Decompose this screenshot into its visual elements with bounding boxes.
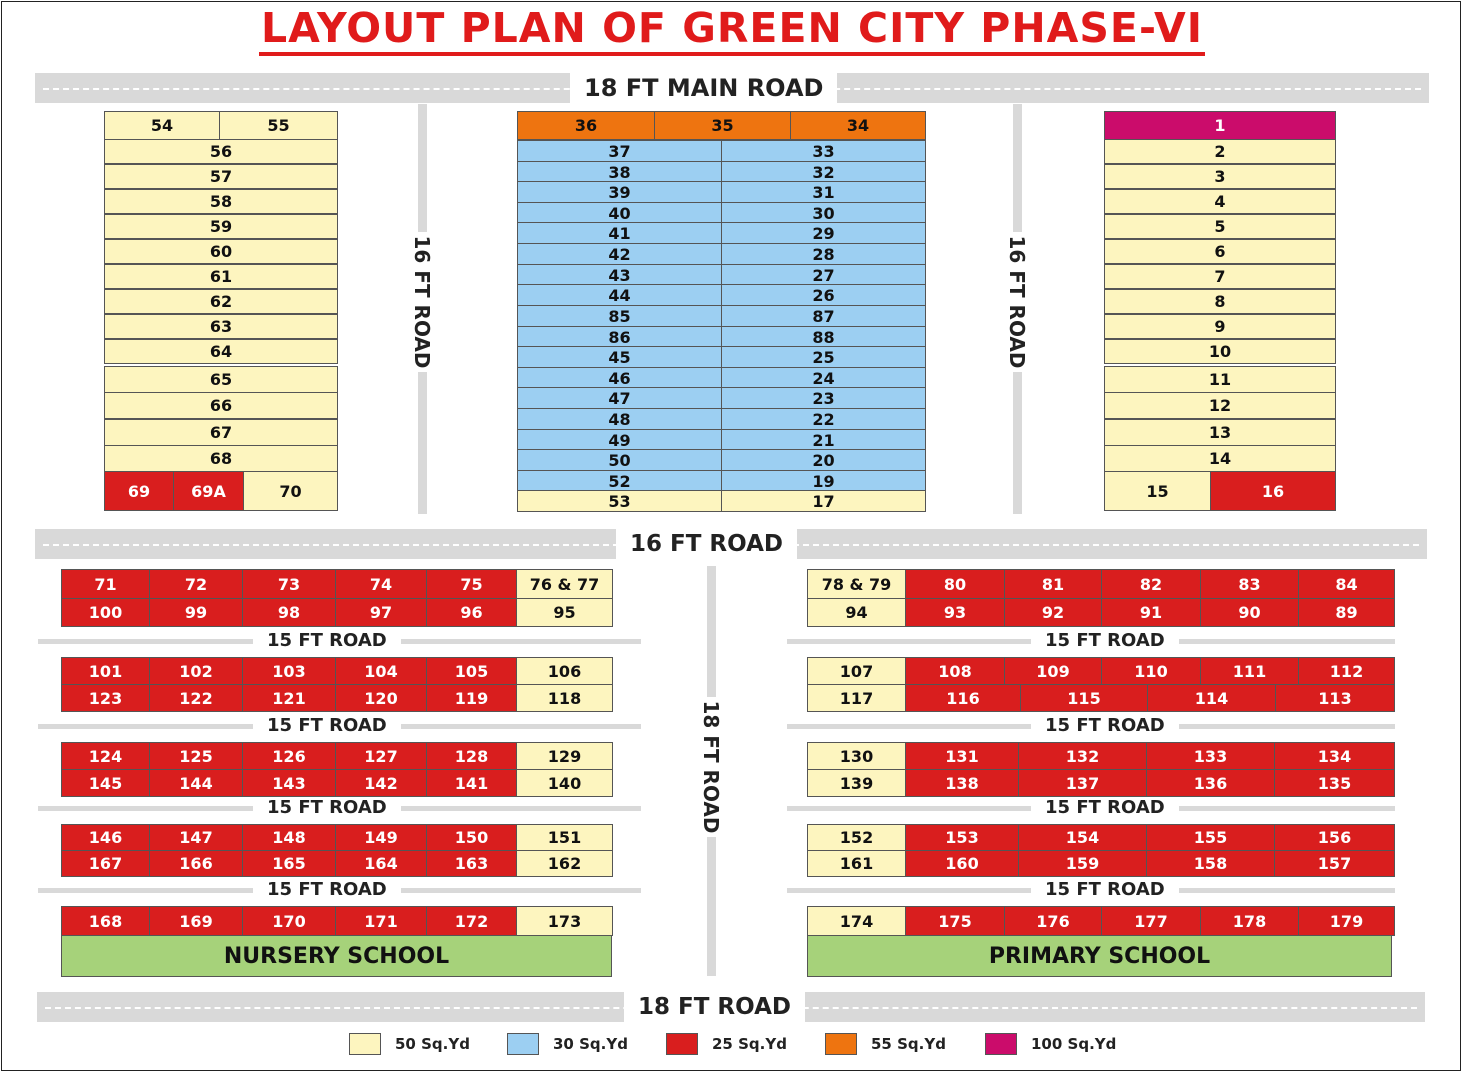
plot: 147	[149, 824, 243, 851]
plot: 104	[335, 657, 427, 685]
plot: 92	[1004, 598, 1102, 627]
plot: 160	[905, 850, 1019, 877]
plot: 25	[721, 346, 926, 368]
plot: 34	[790, 111, 926, 140]
plot: 39	[517, 181, 722, 203]
plot: 74	[335, 569, 427, 599]
plot: 151	[516, 824, 613, 851]
plot: 68	[104, 445, 338, 472]
plot: 145	[61, 769, 150, 797]
plot: 150	[426, 824, 517, 851]
plot: 44	[517, 284, 722, 306]
plot: 163	[426, 850, 517, 877]
plot: 42	[517, 243, 722, 265]
plot: 80	[905, 569, 1005, 599]
lane-road-label: 15 FT ROAD	[1031, 716, 1179, 736]
plot: 8	[1104, 289, 1336, 314]
plot: 56	[104, 139, 338, 164]
nursery-school: NURSERY SCHOOL	[61, 935, 612, 977]
plot: 1	[1104, 111, 1336, 140]
plot: 157	[1274, 850, 1395, 877]
plot: 126	[242, 742, 336, 770]
plot: 23	[721, 387, 926, 409]
plot: 165	[242, 850, 336, 877]
plot: 121	[242, 684, 336, 712]
plot: 76 & 77	[516, 569, 613, 599]
plot: 67	[104, 419, 338, 446]
plot: 167	[61, 850, 150, 877]
plot: 55	[219, 111, 338, 140]
legend-item	[985, 1032, 1116, 1056]
plot: 164	[335, 850, 427, 877]
plot: 119	[426, 684, 517, 712]
plot: 118	[516, 684, 613, 712]
plot: 179	[1298, 906, 1395, 936]
plot: 43	[517, 264, 722, 286]
plot: 26	[721, 284, 926, 306]
plot: 29	[721, 222, 926, 244]
plot: 89	[1298, 598, 1395, 627]
plot: 177	[1101, 906, 1201, 936]
main-road-label: 18 FT MAIN ROAD	[570, 73, 837, 103]
plot: 13	[1104, 419, 1336, 446]
legend-label: 100 Sq.Yd	[1031, 1035, 1117, 1053]
plot: 20	[721, 449, 926, 471]
plot: 116	[905, 684, 1021, 712]
plot: 162	[516, 850, 613, 877]
plot: 32	[721, 161, 926, 183]
legend-label: 50 Sq.Yd	[395, 1035, 470, 1053]
plot: 149	[335, 824, 427, 851]
plot: 65	[104, 366, 338, 393]
plot: 178	[1200, 906, 1299, 936]
plot: 83	[1200, 569, 1299, 599]
plot: 84	[1298, 569, 1395, 599]
lane-road-label: 15 FT ROAD	[1031, 631, 1179, 651]
plot: 60	[104, 239, 338, 264]
lane-road-label: 15 FT ROAD	[1031, 798, 1179, 818]
plot: 120	[335, 684, 427, 712]
legend-item	[349, 1032, 470, 1056]
plot: 57	[104, 164, 338, 189]
plot: 16	[1210, 471, 1336, 511]
plot: 22	[721, 408, 926, 430]
plot: 35	[654, 111, 791, 140]
plot: 96	[426, 598, 517, 627]
plot: 70	[243, 471, 338, 511]
plot: 152	[807, 824, 906, 851]
plot: 27	[721, 264, 926, 286]
plot: 125	[149, 742, 243, 770]
plot: 144	[149, 769, 243, 797]
plot: 49	[517, 429, 722, 451]
plot: 6	[1104, 239, 1336, 264]
plot: 176	[1004, 906, 1102, 936]
plot: 61	[104, 264, 338, 289]
plot: 112	[1298, 657, 1395, 685]
plot: 48	[517, 408, 722, 430]
plot: 63	[104, 314, 338, 339]
plot: 58	[104, 189, 338, 214]
plot: 15	[1104, 471, 1211, 511]
plot: 19	[721, 470, 926, 492]
plot: 155	[1146, 824, 1275, 851]
plot: 87	[721, 305, 926, 327]
plot: 173	[516, 906, 613, 936]
plot: 66	[104, 392, 338, 419]
legend-item	[825, 1032, 946, 1056]
plot: 73	[242, 569, 336, 599]
plot: 5	[1104, 214, 1336, 239]
plot: 54	[104, 111, 220, 140]
lane-road-label: 15 FT ROAD	[253, 631, 401, 651]
plot: 47	[517, 387, 722, 409]
plot: 102	[149, 657, 243, 685]
plot: 28	[721, 243, 926, 265]
plot: 30	[721, 202, 926, 224]
plot: 174	[807, 906, 906, 936]
legend-swatch	[507, 1033, 539, 1055]
plot: 85	[517, 305, 722, 327]
legend-swatch	[666, 1033, 698, 1055]
plot: 139	[807, 769, 906, 797]
plot: 7	[1104, 264, 1336, 289]
plot: 10	[1104, 339, 1336, 364]
plot: 21	[721, 429, 926, 451]
plot: 175	[905, 906, 1005, 936]
plot: 93	[905, 598, 1005, 627]
plot: 50	[517, 449, 722, 471]
plot: 81	[1004, 569, 1102, 599]
plot: 123	[61, 684, 150, 712]
legend-item	[507, 1032, 628, 1056]
plot: 9	[1104, 314, 1336, 339]
plot: 105	[426, 657, 517, 685]
plot: 134	[1274, 742, 1395, 770]
plot: 161	[807, 850, 906, 877]
plot: 122	[149, 684, 243, 712]
plot: 40	[517, 202, 722, 224]
plot: 137	[1018, 769, 1147, 797]
plot: 86	[517, 326, 722, 348]
lane-road-label: 15 FT ROAD	[253, 798, 401, 818]
plot: 3	[1104, 164, 1336, 189]
plot: 11	[1104, 366, 1336, 393]
plot: 142	[335, 769, 427, 797]
plot: 88	[721, 326, 926, 348]
plot: 129	[516, 742, 613, 770]
plot: 131	[905, 742, 1019, 770]
legend-label: 55 Sq.Yd	[871, 1035, 946, 1053]
legend-label: 30 Sq.Yd	[553, 1035, 628, 1053]
plot: 169	[149, 906, 243, 936]
plot: 128	[426, 742, 517, 770]
legend-item	[666, 1032, 787, 1056]
plot: 171	[335, 906, 427, 936]
plot: 64	[104, 339, 338, 364]
plot: 36	[517, 111, 655, 140]
plot: 156	[1274, 824, 1395, 851]
plot: 113	[1275, 684, 1395, 712]
middle-road-label: 16 FT ROAD	[616, 529, 797, 559]
plot: 101	[61, 657, 150, 685]
plot: 59	[104, 214, 338, 239]
plot: 90	[1200, 598, 1299, 627]
plot: 127	[335, 742, 427, 770]
plot: 95	[516, 598, 613, 627]
plot: 69A	[173, 471, 244, 511]
primary-school: PRIMARY SCHOOL	[807, 935, 1392, 977]
plot: 14	[1104, 445, 1336, 472]
plot: 4	[1104, 189, 1336, 214]
plot: 132	[1018, 742, 1147, 770]
bottom-road-label: 18 FT ROAD	[624, 992, 805, 1022]
plot: 46	[517, 367, 722, 389]
plot: 98	[242, 598, 336, 627]
plot: 52	[517, 470, 722, 492]
plot: 17	[721, 490, 926, 512]
plot: 72	[149, 569, 243, 599]
plot: 148	[242, 824, 336, 851]
plot: 97	[335, 598, 427, 627]
lane-road-label: 15 FT ROAD	[253, 880, 401, 900]
plot: 170	[242, 906, 336, 936]
plot: 75	[426, 569, 517, 599]
plot: 53	[517, 490, 722, 512]
plot: 138	[905, 769, 1019, 797]
plot: 130	[807, 742, 906, 770]
plot: 103	[242, 657, 336, 685]
plot: 166	[149, 850, 243, 877]
plot: 109	[1004, 657, 1102, 685]
plot: 111	[1200, 657, 1299, 685]
plot: 146	[61, 824, 150, 851]
vertical-road-center-label: 18 FT ROAD	[699, 697, 723, 837]
lane-road-label: 15 FT ROAD	[253, 716, 401, 736]
plot: 94	[807, 598, 906, 627]
plot: 153	[905, 824, 1019, 851]
plot: 62	[104, 289, 338, 314]
plot: 154	[1018, 824, 1147, 851]
plot: 31	[721, 181, 926, 203]
plot: 115	[1020, 684, 1148, 712]
plot: 141	[426, 769, 517, 797]
legend-swatch	[349, 1033, 381, 1055]
plot: 71	[61, 569, 150, 599]
plot: 38	[517, 161, 722, 183]
plot: 33	[721, 140, 926, 162]
plot: 45	[517, 346, 722, 368]
plot: 124	[61, 742, 150, 770]
plot: 143	[242, 769, 336, 797]
plot: 135	[1274, 769, 1395, 797]
plot: 108	[905, 657, 1005, 685]
legend-label: 25 Sq.Yd	[712, 1035, 787, 1053]
plot: 69	[104, 471, 174, 511]
plot: 78 & 79	[807, 569, 906, 599]
plot: 159	[1018, 850, 1147, 877]
plot: 12	[1104, 392, 1336, 419]
plot: 100	[61, 598, 150, 627]
plot: 110	[1101, 657, 1201, 685]
legend-swatch	[985, 1033, 1017, 1055]
plot: 41	[517, 222, 722, 244]
plot: 172	[426, 906, 517, 936]
plot: 37	[517, 140, 722, 162]
plot: 133	[1146, 742, 1275, 770]
plot: 168	[61, 906, 150, 936]
lane-road-label: 15 FT ROAD	[1031, 880, 1179, 900]
vertical-road-left-label: 16 FT ROAD	[410, 232, 434, 372]
plot: 117	[807, 684, 906, 712]
vertical-road-right-label: 16 FT ROAD	[1005, 232, 1029, 372]
plot: 2	[1104, 139, 1336, 164]
plot: 107	[807, 657, 906, 685]
page-title: LAYOUT PLAN OF GREEN CITY PHASE-VI	[0, 4, 1464, 52]
plot: 99	[149, 598, 243, 627]
legend-swatch	[825, 1033, 857, 1055]
plot: 114	[1147, 684, 1276, 712]
plot: 91	[1101, 598, 1201, 627]
plot: 106	[516, 657, 613, 685]
plot: 82	[1101, 569, 1201, 599]
plot: 140	[516, 769, 613, 797]
plot: 136	[1146, 769, 1275, 797]
plot: 158	[1146, 850, 1275, 877]
plot: 24	[721, 367, 926, 389]
